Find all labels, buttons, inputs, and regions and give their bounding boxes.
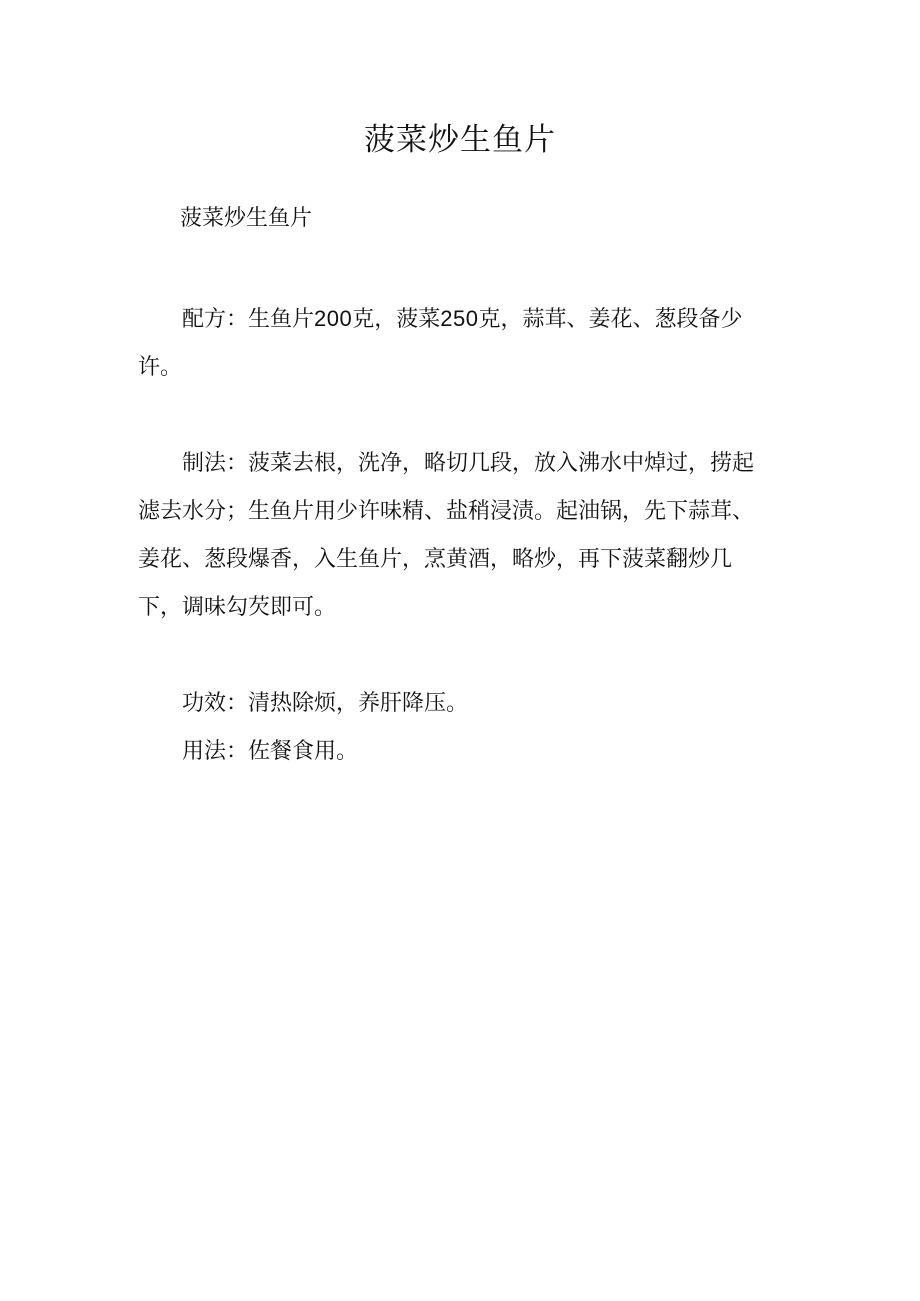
formula-label: 配方： [182, 307, 249, 332]
formula-text-part2: 克，菠菜 [352, 307, 441, 332]
usage-label: 用法： [182, 739, 249, 764]
effect-paragraph [138, 680, 774, 728]
formula-paragraph [138, 295, 774, 392]
usage-text: 佐餐食用。 [248, 739, 359, 764]
formula-amount-spinach: 250 [440, 306, 479, 331]
usage-paragraph [138, 728, 774, 776]
recipe-subtitle: 菠菜炒生鱼片 [180, 206, 313, 231]
formula-amount-fish: 200 [314, 306, 353, 331]
effect-label: 功效： [182, 691, 249, 716]
document-title: 菠菜炒生鱼片 [364, 122, 556, 158]
formula-text-part1: 生鱼片 [248, 307, 315, 332]
formula-text-part3: 克，蒜茸、姜花、葱段备少许。 [138, 307, 743, 380]
method-text: 菠菜去根，洗净，略切几段，放入沸水中焯过，捞起滤去水分；生鱼片用少许味精、盐稍浸渍。起油锅，先下蒜茸、姜花、葱段爆香，入生鱼片，烹黄酒，略炒，再下菠菜翻炒几下，调味勾芡即可。 [138, 451, 755, 620]
effect-text: 清热除烦，养肝降压。 [248, 691, 469, 716]
method-paragraph [138, 440, 774, 632]
method-label: 制法： [182, 451, 249, 476]
